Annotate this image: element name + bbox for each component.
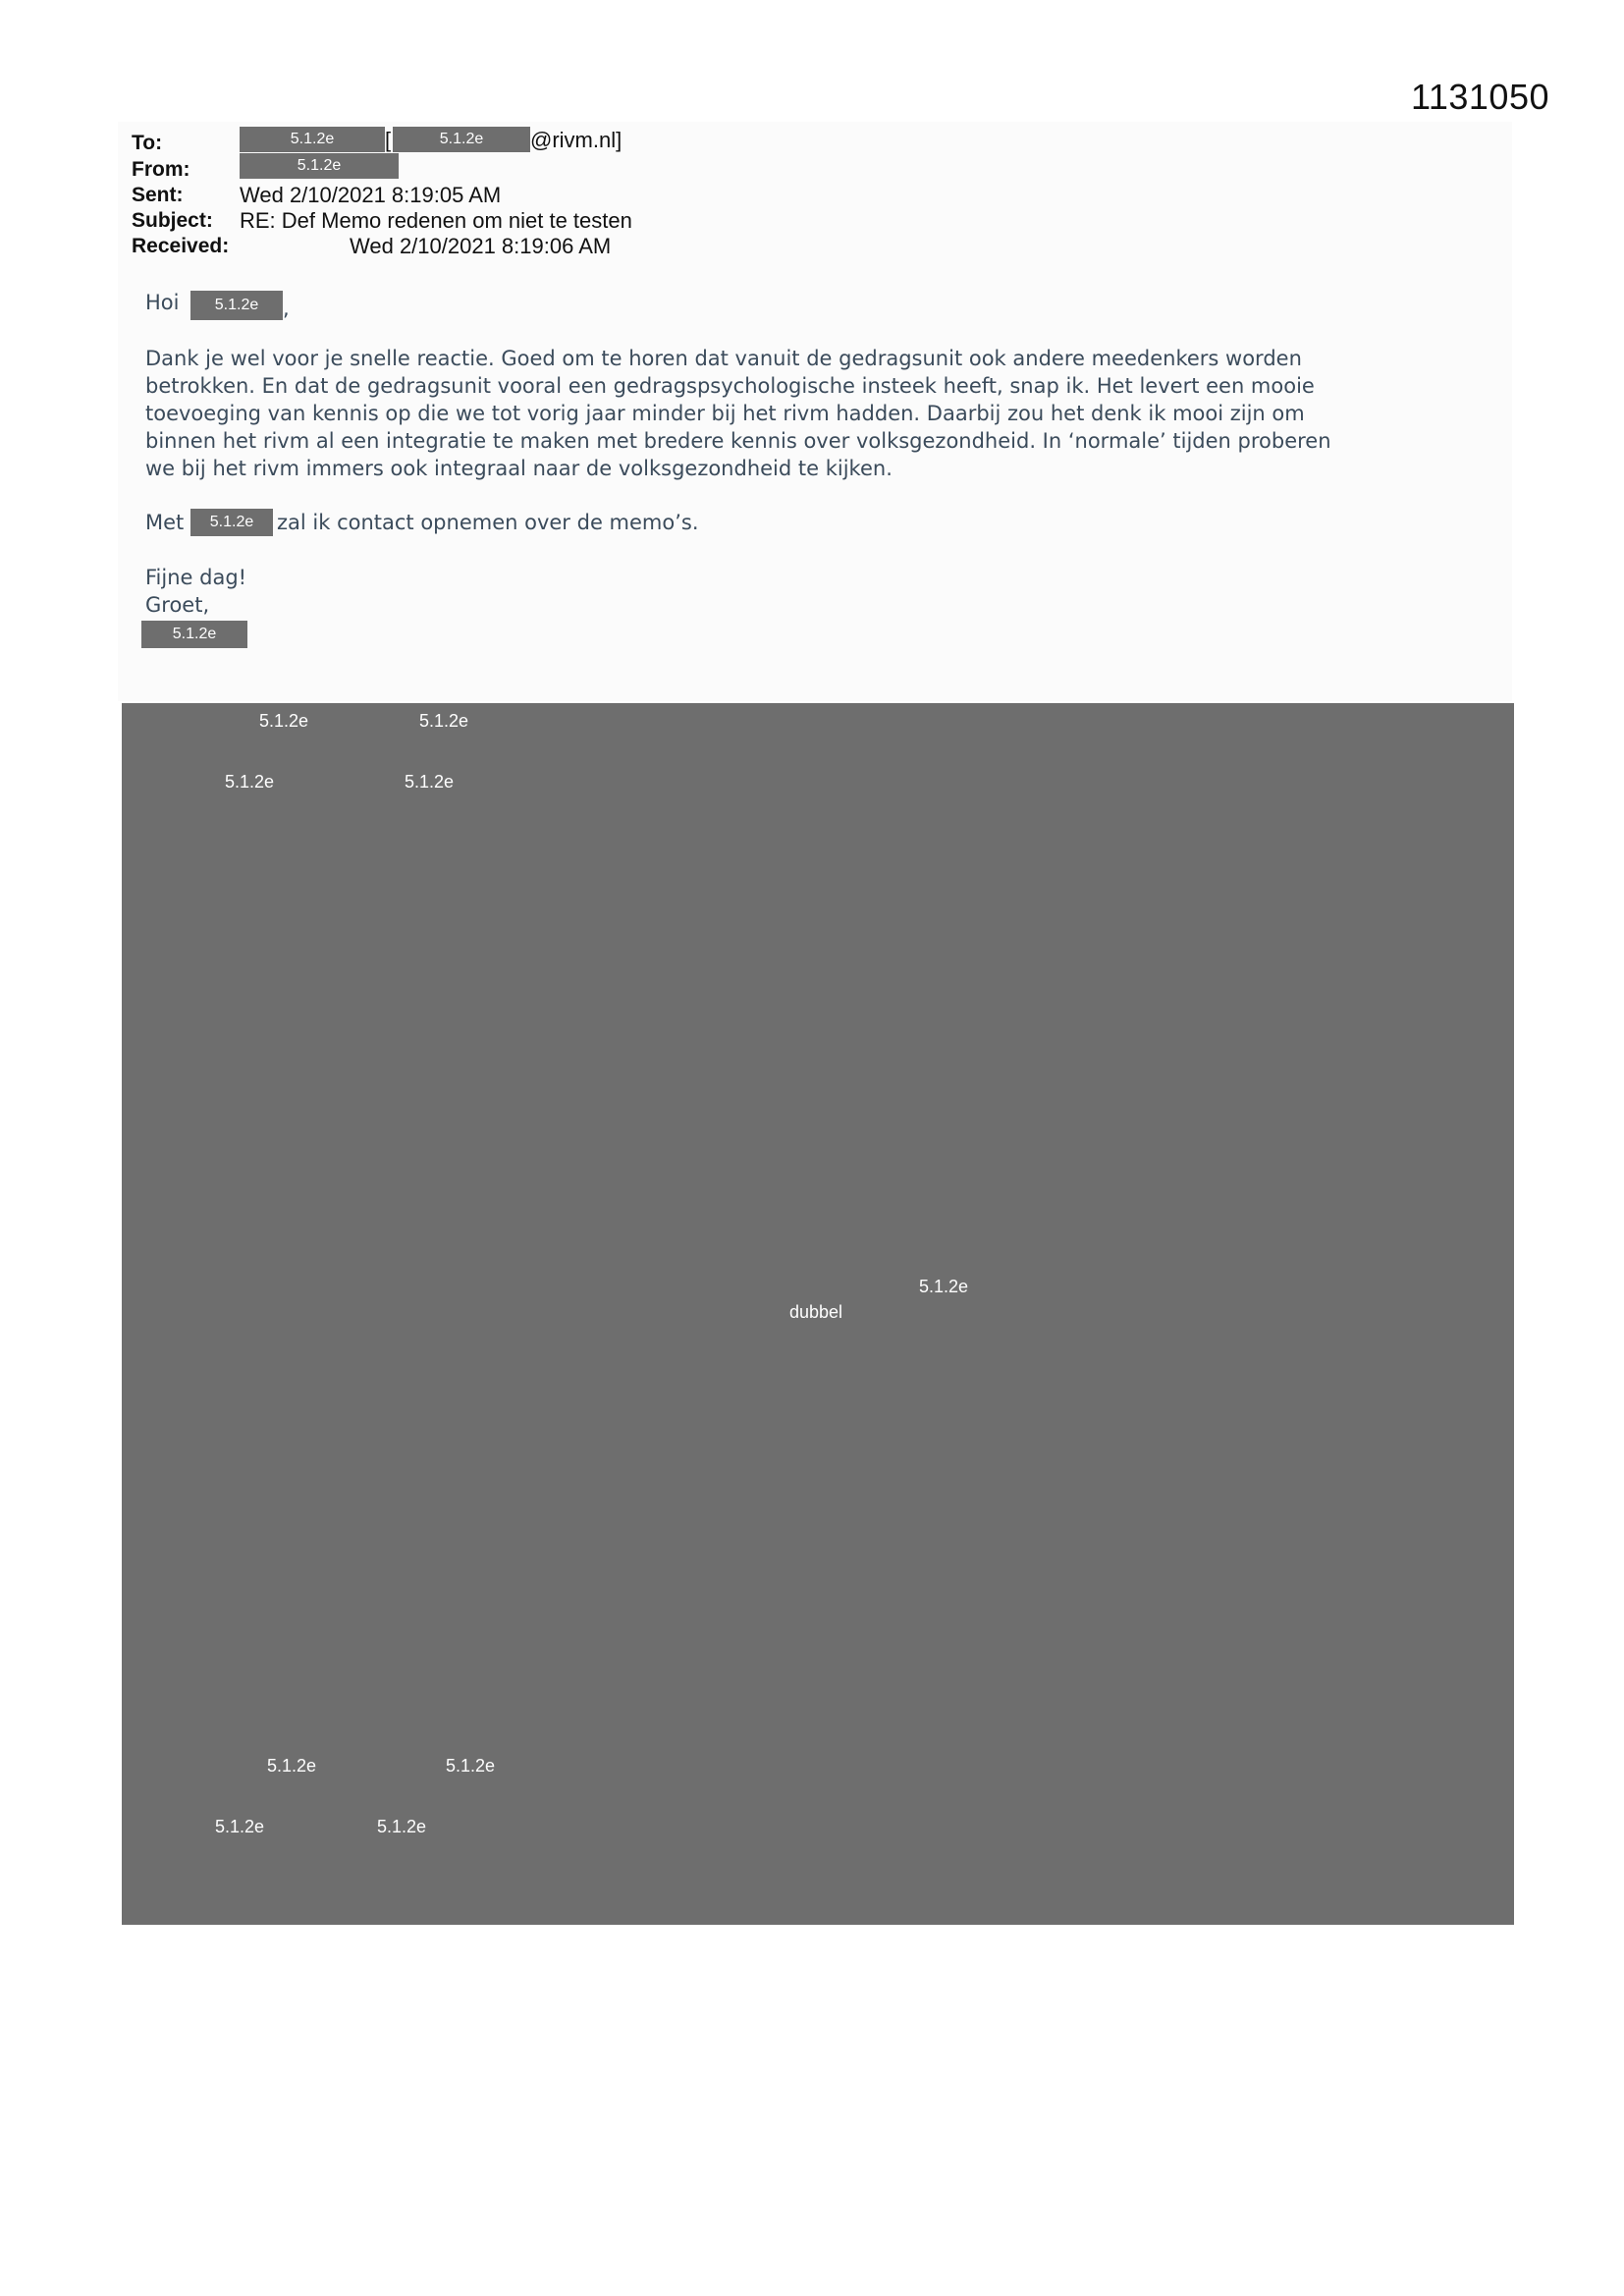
to-name-redaction: 5.1.2e <box>240 127 385 152</box>
sent-label: Sent: <box>132 184 184 206</box>
redaction-label: 5.1.2e <box>215 1817 265 1836</box>
redaction-label: 5.1.2e <box>225 772 275 792</box>
received-label: Received: <box>132 235 230 257</box>
subject-value: RE: Def Memo redenen om niet te testen <box>240 208 632 233</box>
large-redaction-block <box>122 703 1514 1925</box>
to-label: To: <box>132 132 163 154</box>
email-message <box>118 122 1512 701</box>
dubbel-label: dubbel <box>789 1302 843 1322</box>
redaction-label: 5.1.2e <box>405 772 455 792</box>
paragraph-line-2: betrokken. En dat de gedragsunit vooral een gedragspsychologische insteek heeft, snap ik. Het levert een mooie <box>145 374 1315 398</box>
from-label: From: <box>132 158 190 181</box>
redaction-label: 5.1.2e <box>267 1756 317 1776</box>
redaction-label: 5.1.2e <box>419 711 469 731</box>
signature-redaction: 5.1.2e <box>141 621 247 648</box>
received-value: Wed 2/10/2021 8:19:06 AM <box>350 234 612 258</box>
document-number: 1131050 <box>1411 77 1549 117</box>
greeting: Hoi <box>145 291 180 314</box>
paragraph-line-3: toevoeging van kennis op die we tot vorig jaar minder bij het rivm hadden. Daarbij zou het denk ik mooi zijn om <box>145 402 1305 425</box>
greeting-comma: , <box>283 297 290 320</box>
subject-label: Subject: <box>132 209 213 232</box>
redaction-label: 5.1.2e <box>259 711 309 731</box>
redaction-label: 5.1.2e <box>446 1756 496 1776</box>
redaction-label: 5.1.2e <box>919 1277 969 1296</box>
greeting-name-redaction: 5.1.2e <box>190 291 283 320</box>
to-bracket: [ <box>385 128 392 152</box>
redaction-label: 5.1.2e <box>377 1817 427 1836</box>
met-suffix: zal ik contact opnemen over de memo’s. <box>277 511 699 534</box>
closing-groet: Groet, <box>145 593 210 617</box>
from-redaction: 5.1.2e <box>240 153 399 179</box>
paragraph-line-1: Dank je wel voor je snelle reactie. Goed om te horen dat vanuit de gedragsunit ook andere meedenkers worden <box>145 347 1302 370</box>
met-name-redaction: 5.1.2e <box>190 509 273 536</box>
paragraph-line-4: binnen het rivm al een integratie te maken met bredere kennis over volksgezondheid. In ‘normale’ tijden proberen <box>145 429 1331 453</box>
to-email-domain: @rivm.nl] <box>530 128 623 152</box>
closing-fijne-dag: Fijne dag! <box>145 566 247 589</box>
to-email-redaction: 5.1.2e <box>393 127 530 152</box>
sent-value: Wed 2/10/2021 8:19:05 AM <box>240 183 502 207</box>
paragraph-line-5: we bij het rivm immers ook integraal naar de volksgezondheid te kijken. <box>145 457 893 480</box>
met-prefix: Met <box>145 511 185 534</box>
